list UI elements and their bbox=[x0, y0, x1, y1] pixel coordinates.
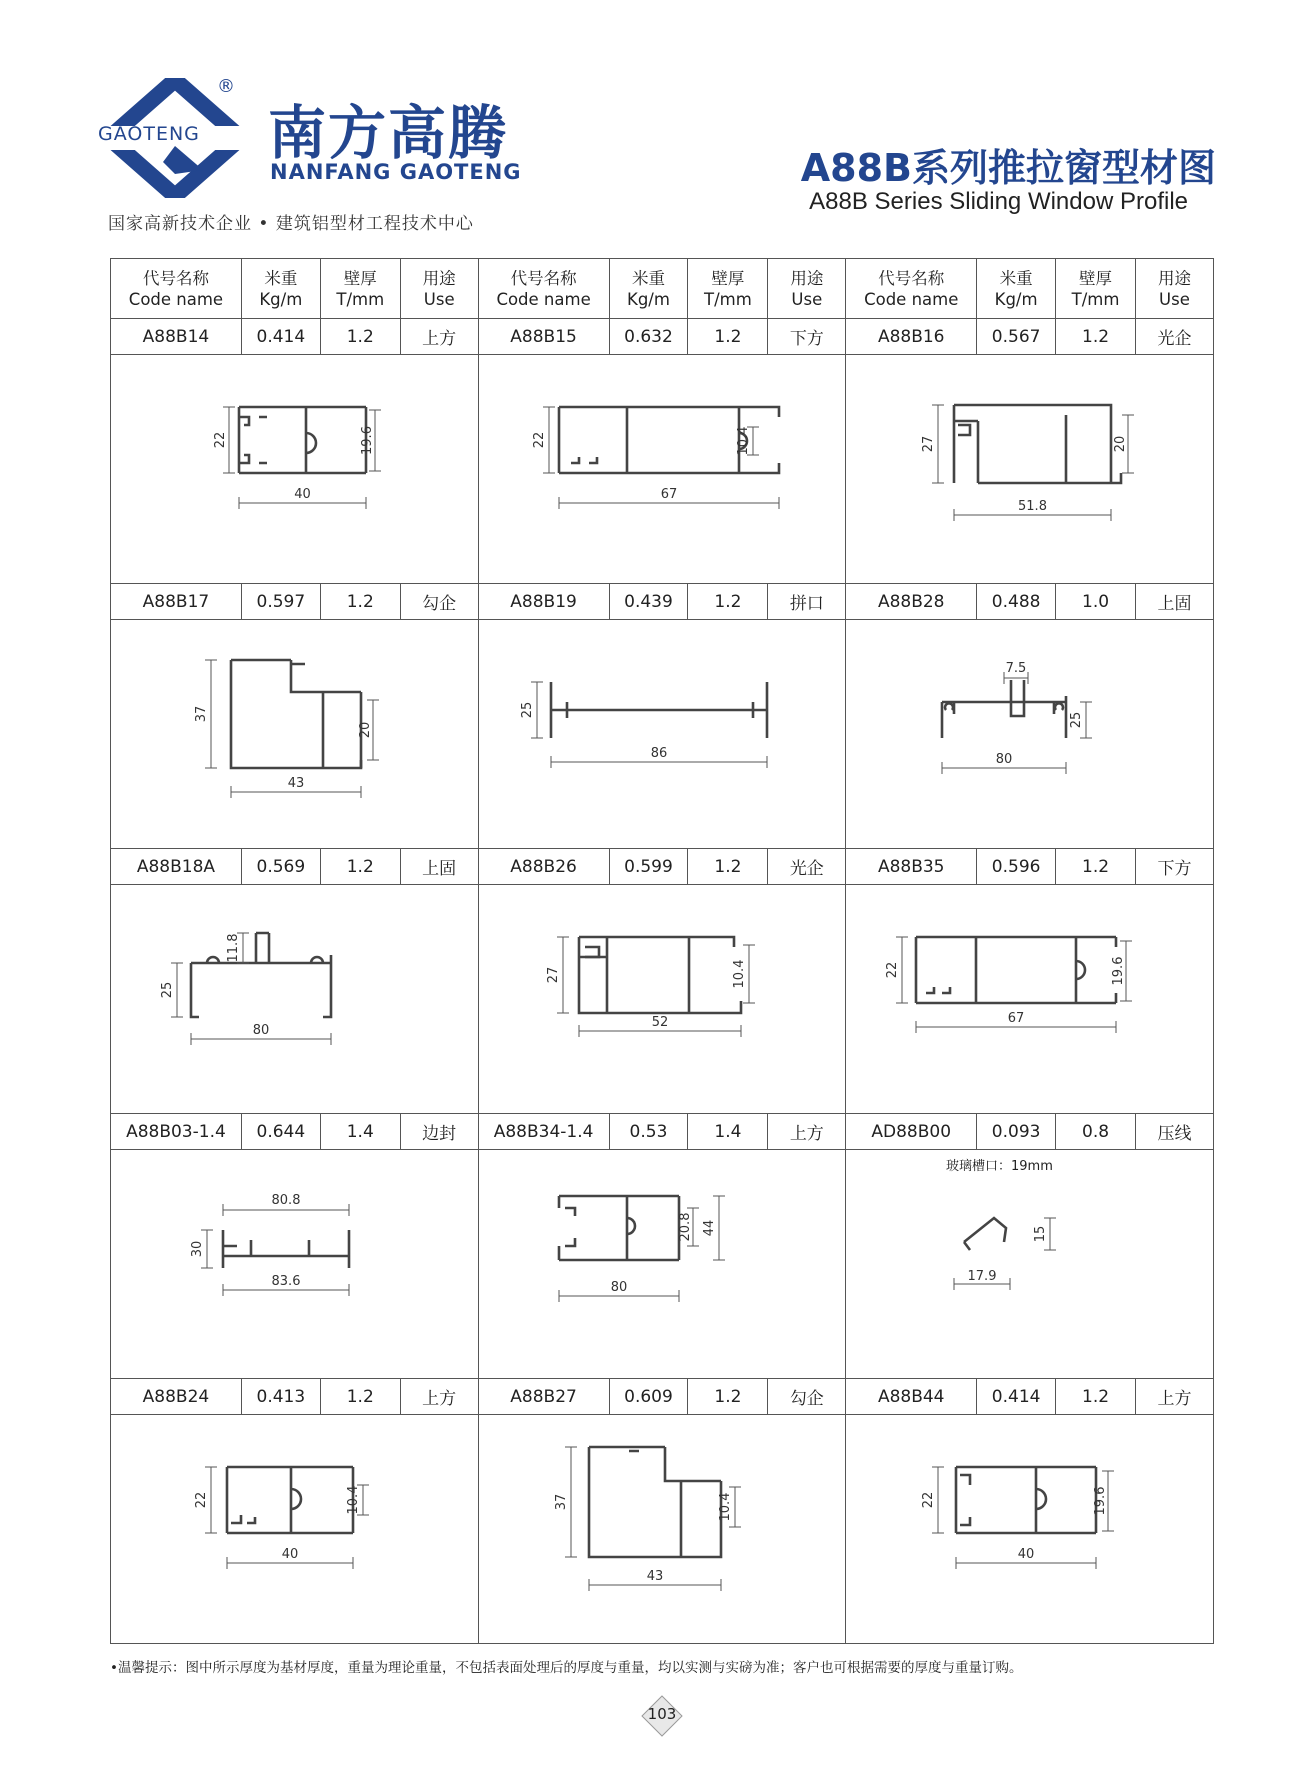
profile-drawing bbox=[846, 1150, 1214, 1379]
profile-use: 勾企 bbox=[768, 1379, 846, 1415]
header-code bbox=[479, 259, 610, 319]
profile-section-icon bbox=[479, 885, 845, 1112]
brand-name-cn: 南方高腾 bbox=[268, 99, 509, 167]
profile-use: 拼口 bbox=[768, 584, 846, 620]
profile-weight: 0.414 bbox=[977, 1379, 1056, 1415]
dimension-label: 17.9 bbox=[967, 1269, 997, 1284]
dimension-label: 10.4 bbox=[731, 959, 747, 989]
profile-section-icon bbox=[846, 885, 1212, 1112]
table-header-row bbox=[111, 259, 1214, 319]
profile-use: 光企 bbox=[768, 849, 846, 885]
header-weight-cn: 米重 bbox=[631, 268, 665, 288]
profile-section-icon bbox=[846, 355, 1212, 582]
profile-drawing bbox=[479, 1415, 847, 1644]
dimension-label: 25 bbox=[160, 981, 175, 999]
profile-code: A88B24 bbox=[111, 1379, 242, 1415]
profile-spec-table bbox=[110, 258, 1214, 1644]
profile-info-row bbox=[111, 1114, 1214, 1150]
profile-drawing-row bbox=[111, 1415, 1214, 1644]
profile-use: 光企 bbox=[1136, 319, 1214, 355]
dimension-label: 40 bbox=[294, 487, 311, 502]
header-code bbox=[846, 259, 977, 319]
dimension-label: 27 bbox=[545, 966, 561, 984]
dimension-label: 86 bbox=[650, 746, 667, 761]
header-weight bbox=[610, 259, 689, 319]
profile-code: A88B16 bbox=[846, 319, 977, 355]
profile-section-icon bbox=[479, 1415, 845, 1642]
profile-drawing-row bbox=[111, 620, 1214, 849]
profile-code: A88B03-1.4 bbox=[111, 1114, 242, 1150]
profile-thickness: 1.2 bbox=[321, 584, 401, 620]
profile-drawing bbox=[111, 1415, 479, 1644]
profile-section-icon bbox=[111, 1150, 477, 1377]
profile-drawing bbox=[846, 885, 1214, 1114]
profile-info-row bbox=[111, 1379, 1214, 1415]
dimension-label: 22 bbox=[531, 431, 547, 449]
header-use bbox=[401, 259, 479, 319]
profile-use: 上固 bbox=[401, 849, 479, 885]
brand-name-en: NANFANG GAOTENG bbox=[270, 160, 522, 184]
profile-section-icon bbox=[111, 620, 477, 847]
dimension-label: 30 bbox=[190, 1240, 205, 1258]
header-use-en: Use bbox=[791, 289, 823, 309]
dimension-label: 20 bbox=[358, 721, 373, 739]
dimension-label: 51.8 bbox=[1018, 499, 1048, 514]
dimension-label: 43 bbox=[287, 776, 305, 791]
header-thickness bbox=[688, 259, 768, 319]
profile-drawing bbox=[479, 355, 847, 584]
header-weight-cn: 米重 bbox=[999, 268, 1033, 288]
dimension-label: 37 bbox=[194, 705, 209, 723]
profile-use: 下方 bbox=[1136, 849, 1214, 885]
header-use-en: Use bbox=[1159, 289, 1190, 309]
dimension-label: 7.5 bbox=[1006, 661, 1027, 676]
profile-thickness: 1.2 bbox=[1056, 1379, 1136, 1415]
profile-thickness: 1.0 bbox=[1056, 584, 1136, 620]
dimension-label: 15 bbox=[1033, 1225, 1049, 1243]
profile-weight: 0.597 bbox=[242, 584, 321, 620]
dimension-label: 22 bbox=[921, 1491, 937, 1509]
profile-use: 上方 bbox=[401, 319, 479, 355]
profile-section-icon bbox=[111, 355, 477, 582]
header-weight bbox=[242, 259, 321, 319]
profile-code: A88B26 bbox=[479, 849, 610, 885]
dimension-label: 37 bbox=[553, 1493, 569, 1511]
profile-section-icon bbox=[479, 355, 845, 582]
profile-thickness: 1.4 bbox=[688, 1114, 768, 1150]
header-code-cn: 代号名称 bbox=[510, 268, 577, 288]
dimension-label: 11.8 bbox=[226, 933, 241, 963]
profile-thickness: 1.2 bbox=[1056, 849, 1136, 885]
profile-thickness: 1.2 bbox=[688, 319, 768, 355]
profile-weight: 0.53 bbox=[610, 1114, 689, 1150]
dimension-label: 10.4 bbox=[346, 1485, 361, 1515]
profile-code: A88B27 bbox=[479, 1379, 610, 1415]
company-tagline: 国家高新技术企业 • 建筑铝型材工程技术中心 bbox=[108, 214, 474, 234]
profile-weight: 0.599 bbox=[610, 849, 689, 885]
profile-code: A88B44 bbox=[846, 1379, 977, 1415]
glass-slot-note: 玻璃槽口：19mm bbox=[946, 1159, 1054, 1174]
header-use-cn: 用途 bbox=[1157, 268, 1191, 288]
registered-mark: ® bbox=[217, 76, 235, 97]
header-thickness-en: T/mm bbox=[704, 289, 752, 309]
profile-weight: 0.644 bbox=[242, 1114, 321, 1150]
dimension-label: 27 bbox=[921, 435, 937, 453]
profile-info-row bbox=[111, 319, 1214, 355]
profile-weight: 0.567 bbox=[977, 319, 1056, 355]
profile-drawing bbox=[846, 1415, 1214, 1644]
profile-drawing-row bbox=[111, 885, 1214, 1114]
page-title-en: A88B Series Sliding Window Profile bbox=[809, 188, 1188, 215]
dimension-label: 40 bbox=[281, 1547, 299, 1562]
profile-thickness: 0.8 bbox=[1056, 1114, 1136, 1150]
profile-drawing bbox=[479, 620, 847, 849]
header-thickness-en: T/mm bbox=[336, 289, 385, 309]
profile-thickness: 1.2 bbox=[688, 849, 768, 885]
header-use-cn: 用途 bbox=[422, 268, 456, 288]
profile-drawing bbox=[111, 620, 479, 849]
dimension-label: 20 bbox=[1113, 435, 1129, 453]
header-thickness-en: T/mm bbox=[1071, 289, 1120, 309]
profile-use: 压线 bbox=[1136, 1114, 1214, 1150]
logo-text: GAOTENG bbox=[98, 123, 200, 145]
profile-info-row bbox=[111, 584, 1214, 620]
profile-weight: 0.439 bbox=[610, 584, 689, 620]
header-use bbox=[1136, 259, 1214, 319]
dimension-label: 80 bbox=[996, 752, 1013, 767]
profile-use: 边封 bbox=[401, 1114, 479, 1150]
profile-code: A88B34-1.4 bbox=[479, 1114, 610, 1150]
dimension-label: 80 bbox=[610, 1280, 627, 1295]
profile-section-icon bbox=[111, 1415, 477, 1642]
profile-thickness: 1.2 bbox=[1056, 319, 1136, 355]
profile-weight: 0.414 bbox=[242, 319, 321, 355]
profile-weight: 0.609 bbox=[610, 1379, 689, 1415]
profile-drawing-row bbox=[111, 1150, 1214, 1379]
dimension-label: 22 bbox=[194, 1491, 209, 1509]
profile-section-icon bbox=[479, 1150, 845, 1377]
dimension-label: 43 bbox=[646, 1569, 663, 1584]
profile-info-row bbox=[111, 849, 1214, 885]
profile-weight: 0.632 bbox=[610, 319, 689, 355]
dimension-label: 40 bbox=[1018, 1547, 1035, 1562]
header-thickness-cn: 壁厚 bbox=[1079, 268, 1113, 288]
dimension-label: 67 bbox=[1008, 1011, 1025, 1026]
header-use-cn: 用途 bbox=[790, 268, 824, 288]
dimension-label: 44 bbox=[701, 1219, 717, 1237]
profile-thickness: 1.2 bbox=[688, 584, 768, 620]
header-thickness bbox=[321, 259, 401, 319]
profile-code: A88B35 bbox=[846, 849, 977, 885]
dimension-label: 10.4 bbox=[717, 1492, 733, 1522]
header-code-cn: 代号名称 bbox=[142, 268, 209, 288]
profile-use: 勾企 bbox=[401, 584, 479, 620]
profile-code: A88B18A bbox=[111, 849, 242, 885]
profile-thickness: 1.2 bbox=[688, 1379, 768, 1415]
profile-code: A88B15 bbox=[479, 319, 610, 355]
profile-use: 下方 bbox=[768, 319, 846, 355]
profile-section-icon bbox=[479, 620, 845, 847]
profile-weight: 0.569 bbox=[242, 849, 321, 885]
profile-drawing bbox=[846, 355, 1214, 584]
profile-use: 上固 bbox=[1136, 584, 1214, 620]
profile-drawing bbox=[846, 620, 1214, 849]
header-code-en: Code name bbox=[864, 289, 959, 309]
profile-section-icon bbox=[846, 1150, 1212, 1377]
header-weight-en: Kg/m bbox=[259, 289, 303, 309]
profile-use: 上方 bbox=[401, 1379, 479, 1415]
header-code bbox=[111, 259, 242, 319]
dimension-label: 22 bbox=[213, 431, 228, 449]
profile-use: 上方 bbox=[1136, 1379, 1214, 1415]
profile-thickness: 1.2 bbox=[321, 849, 401, 885]
profile-section-icon bbox=[111, 885, 477, 1112]
dimension-label: 80.8 bbox=[271, 1193, 301, 1208]
profile-code: A88B14 bbox=[111, 319, 242, 355]
dimension-label: 83.6 bbox=[271, 1274, 301, 1289]
profile-drawing bbox=[111, 1150, 479, 1379]
profile-code: A88B28 bbox=[846, 584, 977, 620]
dimension-label: 10.4 bbox=[735, 426, 751, 456]
header-thickness bbox=[1056, 259, 1136, 319]
dimension-label: 67 bbox=[660, 487, 677, 502]
profile-use: 上方 bbox=[768, 1114, 846, 1150]
profile-drawing bbox=[479, 1150, 847, 1379]
header-code-en: Code name bbox=[128, 289, 224, 309]
page-number: 103 bbox=[647, 1705, 677, 1723]
header-code-en: Code name bbox=[496, 289, 591, 309]
dimension-label: 20.8 bbox=[677, 1212, 693, 1242]
profile-drawing bbox=[479, 885, 847, 1114]
dimension-label: 52 bbox=[651, 1015, 668, 1030]
profile-thickness: 1.4 bbox=[321, 1114, 401, 1150]
dimension-label: 19.6 bbox=[1111, 956, 1127, 986]
profile-section-icon bbox=[846, 1415, 1212, 1642]
profile-code: A88B19 bbox=[479, 584, 610, 620]
profile-code: A88B17 bbox=[111, 584, 242, 620]
profile-thickness: 1.2 bbox=[321, 1379, 401, 1415]
header-weight bbox=[977, 259, 1056, 319]
profile-weight: 0.413 bbox=[242, 1379, 321, 1415]
profile-section-icon bbox=[846, 620, 1212, 847]
dimension-label: 25 bbox=[519, 701, 535, 719]
profile-weight: 0.488 bbox=[977, 584, 1056, 620]
profile-drawing bbox=[111, 355, 479, 584]
profile-weight: 0.093 bbox=[977, 1114, 1056, 1150]
header-weight-cn: 米重 bbox=[264, 268, 298, 288]
profile-drawing-row bbox=[111, 355, 1214, 584]
dimension-label: 25 bbox=[1069, 711, 1085, 729]
header-code-cn: 代号名称 bbox=[878, 268, 945, 288]
profile-thickness: 1.2 bbox=[321, 319, 401, 355]
dimension-label: 19.6 bbox=[360, 426, 375, 455]
header-use-en: Use bbox=[423, 289, 455, 309]
footer-note: •温馨提示：图中所示厚度为基材厚度，重量为理论重量，不包括表面处理后的厚度与重量，均以实测与实磅为准；客户也可根据需要的厚度与重量订购。 bbox=[110, 1660, 1023, 1676]
dimension-label: 22 bbox=[885, 961, 901, 979]
profile-weight: 0.596 bbox=[977, 849, 1056, 885]
header-thickness-cn: 壁厚 bbox=[711, 268, 745, 288]
dimension-label: 19.6 bbox=[1093, 1486, 1109, 1516]
page-title-cn: A88B系列推拉窗型材图 bbox=[800, 146, 1216, 190]
profile-drawing bbox=[111, 885, 479, 1114]
header-use bbox=[768, 259, 846, 319]
dimension-label: 80 bbox=[252, 1023, 270, 1038]
header-thickness-cn: 壁厚 bbox=[343, 268, 377, 288]
profile-code: AD88B00 bbox=[846, 1114, 977, 1150]
header-weight-en: Kg/m bbox=[627, 289, 670, 309]
header-weight-en: Kg/m bbox=[994, 289, 1038, 309]
